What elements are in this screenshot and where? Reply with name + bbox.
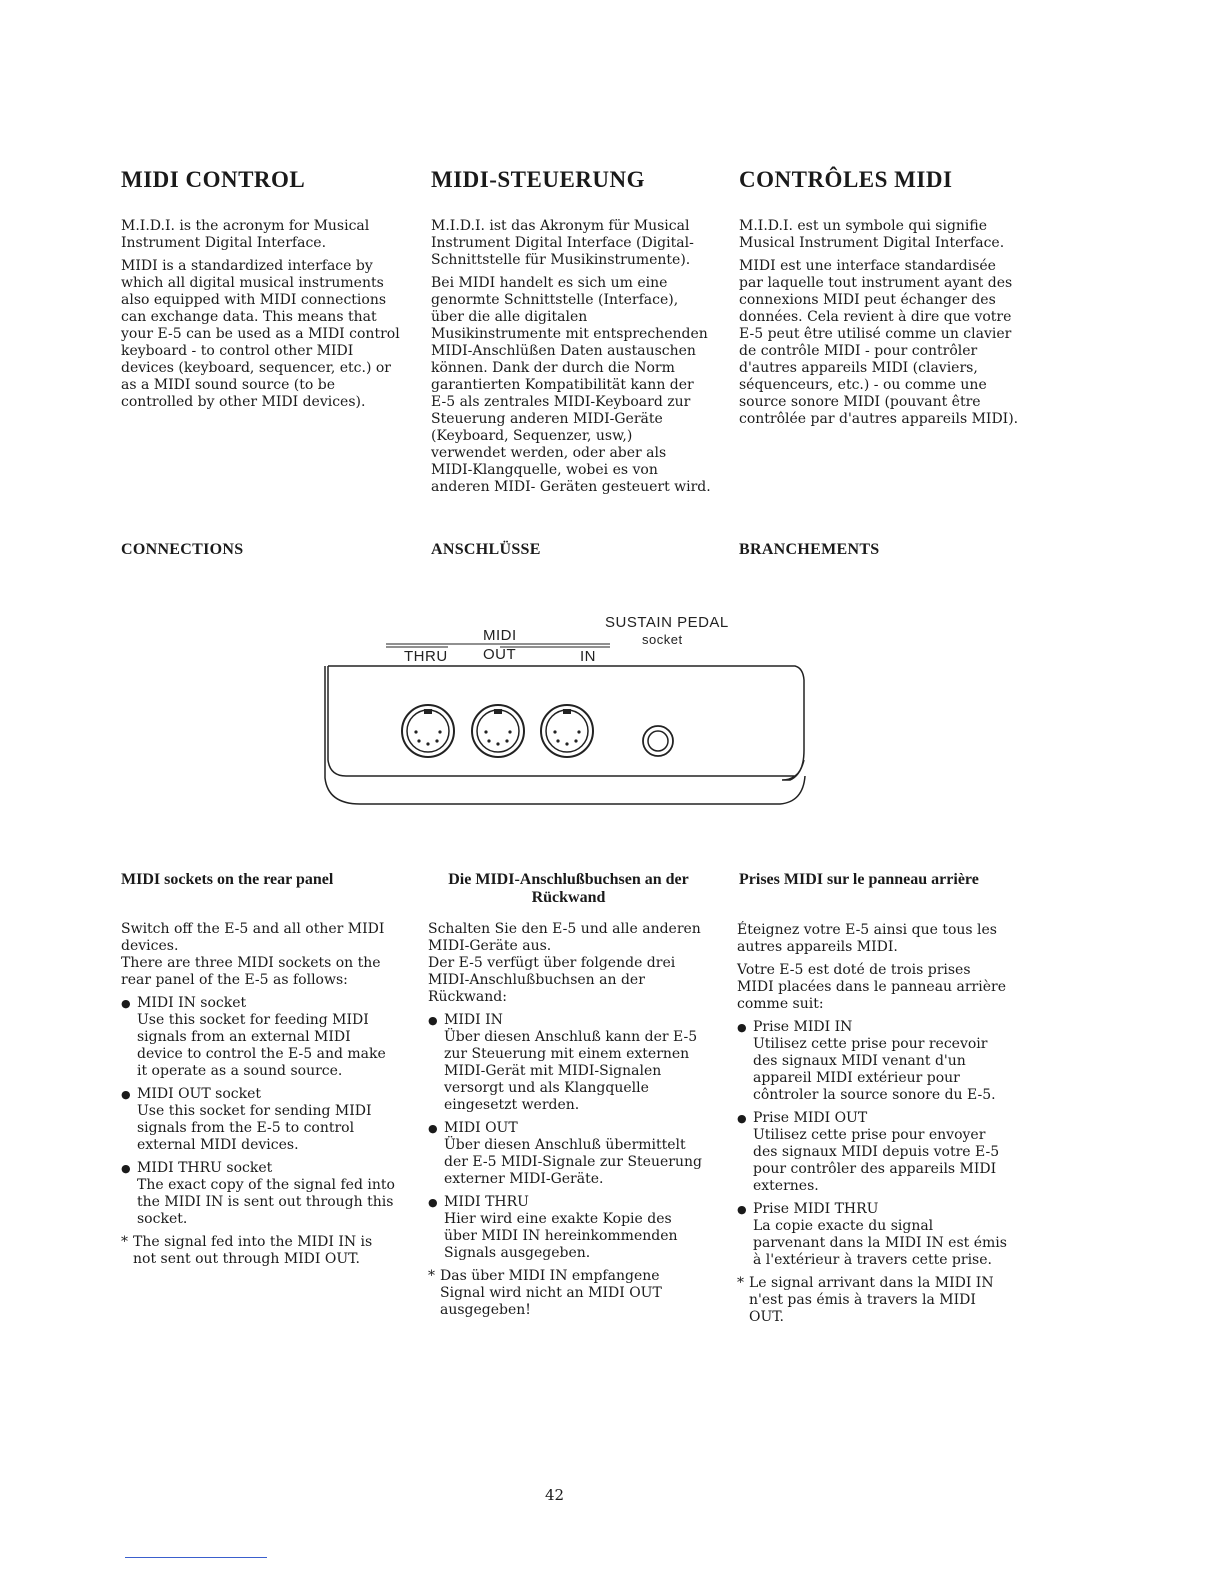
intro-paragraph: M.I.D.I. est un symbole qui signifie Musical Instrument Digital Interface.	[739, 218, 1005, 251]
midi-in-socket	[541, 705, 593, 757]
item-title: ● MIDI IN socket	[137, 995, 247, 1011]
caption-fr: Prises MIDI sur le panneau arrière	[739, 871, 979, 888]
item-desc: Utilisez cette prise pour recevoir des signaux MIDI venant d'un appareil MIDI extérieur pour côntroler la source sonore du E-5.	[753, 1036, 996, 1103]
intro-de	[431, 218, 711, 502]
item-title: ● MIDI THRU	[444, 1194, 529, 1210]
footnote-text: The signal fed into the MIDI IN is not sent out through MIDI OUT.	[133, 1234, 373, 1267]
caption-de: Die MIDI-Anschlußbuchsen an der Rückwand	[448, 871, 689, 906]
rear-panel-diagram	[320, 610, 820, 810]
footer-rule	[125, 1557, 267, 1558]
instructions-fr	[737, 922, 1009, 1332]
item-title: ● MIDI OUT socket	[137, 1086, 261, 1102]
subheading-connections-en: CONNECTIONS	[121, 541, 244, 558]
subheading-connections-de: ANSCHLÜSSE	[431, 541, 541, 558]
instructions-en	[121, 921, 396, 1274]
item-title: ● Prise MIDI THRU	[753, 1201, 879, 1217]
instructions-de	[428, 921, 703, 1325]
step-paragraph: Switch off the E-5 and all other MIDI devices.	[121, 921, 385, 954]
item-desc: Hier wird eine exakte Kopie des über MIDI IN hereinkommenden Signals ausgegeben.	[444, 1211, 678, 1261]
diagram-sustain-label: SUSTAIN PEDAL	[605, 614, 729, 631]
item-desc: Use this socket for sending MIDI signals from the E-5 to control external MIDI devices.	[137, 1103, 372, 1153]
intro-paragraph: M.I.D.I. ist das Akronym für Musical Instrument Digital Interface (Digital-Schnittstelle für Musikinstrumente).	[431, 218, 694, 268]
step-paragraph: Votre E-5 est doté de trois prises MIDI placées dans le panneau arrière comme suit:	[737, 962, 1006, 1012]
intro-fr	[739, 218, 1019, 434]
list-item	[121, 1086, 396, 1154]
midi-out-socket	[472, 705, 524, 757]
list-item	[121, 1160, 396, 1228]
intro-paragraph: MIDI is a standardized interface by which all digital musical instruments also equipped with MIDI connections can exchange data. This means that your E-5 can be used as a MIDI control keyboard - to control other MIDI devices (keyboard, sequencer, etc.) or as a MIDI sound source (to be controlled by other MIDI devices).	[121, 258, 400, 410]
footnote	[428, 1268, 703, 1319]
item-title: ● Prise MIDI OUT	[753, 1110, 868, 1126]
heading-midi-control-fr: CONTRÔLES MIDI	[739, 167, 953, 192]
footnote-marker: *	[737, 1275, 744, 1291]
diagram-midi-label: MIDI	[483, 627, 517, 644]
intro-paragraph: M.I.D.I. is the acronym for Musical Instrument Digital Interface.	[121, 218, 370, 251]
item-title: ● MIDI THRU socket	[137, 1160, 273, 1176]
list-item	[121, 995, 396, 1080]
caption-en: MIDI sockets on the rear panel	[121, 871, 334, 888]
socket-list	[737, 1019, 1009, 1269]
heading-midi-control-de: MIDI-STEUERUNG	[431, 167, 646, 192]
footnote	[121, 1234, 396, 1268]
footnote-text: Le signal arrivant dans la MIDI IN n'est pas émis à travers la MIDI OUT.	[749, 1275, 994, 1325]
intro-en	[121, 218, 401, 417]
diagram-socket-label: socket	[642, 632, 683, 647]
list-item	[428, 1120, 703, 1188]
footnote	[737, 1275, 1009, 1326]
diagram-in-label: IN	[580, 648, 596, 665]
heading-midi-control-en: MIDI CONTROL	[121, 167, 306, 192]
socket-list	[428, 1012, 703, 1262]
list-item	[737, 1019, 1009, 1104]
item-desc: La copie exacte du signal parvenant dans la MIDI IN est émis à l'extérieur à travers cette prise.	[753, 1218, 1007, 1268]
sustain-pedal-socket	[643, 726, 673, 756]
page-number: 42	[545, 1486, 565, 1504]
footnote-marker: *	[428, 1268, 435, 1284]
list-item	[428, 1194, 703, 1262]
footnote-marker: *	[121, 1234, 128, 1250]
step-paragraph: Schalten Sie den E-5 und alle anderen MIDI-Geräte aus.	[428, 921, 701, 954]
diagram-out-label: OUT	[483, 646, 517, 663]
intro-paragraph: Bei MIDI handelt es sich um eine genormte Schnittstelle (Interface), über die alle digitalen Musikinstrumente mit entsprechenden MIDI-Anschlüßen Daten austauschen können. Dank der durch die Norm garantierten Kompatibilität kann der E-5 als zentrales MIDI-Keyboard zur Steuerung anderen MIDI-Geräte (Keyboard, Sequenzer, usw,) verwendet werden, oder aber als MIDI-Klangquelle, wobei es von anderen MIDI- Geräten gesteuert wird.	[431, 275, 711, 495]
list-item	[737, 1201, 1009, 1269]
item-title: ● MIDI IN	[444, 1012, 503, 1028]
diagram-thru-label: THRU	[404, 648, 448, 665]
step-paragraph: There are three MIDI sockets on the rear panel of the E-5 as follows:	[121, 955, 381, 988]
intro-paragraph: MIDI est une interface standardisée par laquelle tout instrument ayant des connexions MIDI peut échanger des données. Cela revient à dire que votre E-5 peut être utilisé comme un clavier de contrôle MIDI - pour contrôler d'autres appareils MIDI (claviers, séquenceurs, etc.) - ou comme une source sonore MIDI (pouvant être contrôlée par d'autres appareils MIDI).	[739, 258, 1019, 427]
subheading-connections-fr: BRANCHEMENTS	[739, 541, 880, 558]
item-desc: Utilisez cette prise pour envoyer des signaux MIDI depuis votre E-5 pour contrôler des appareils MIDI externes.	[753, 1127, 1000, 1194]
step-paragraph: Éteignez votre E-5 ainsi que tous les autres appareils MIDI.	[737, 922, 997, 955]
item-desc: Über diesen Anschluß übermittelt der E-5 MIDI-Signale zur Steuerung externer MIDI-Geräte.	[444, 1137, 702, 1187]
list-item	[737, 1110, 1009, 1195]
item-title: ● Prise MIDI IN	[753, 1019, 853, 1035]
item-desc: Use this socket for feeding MIDI signals from an external MIDI device to control the E-5 and make it operate as a sound source.	[137, 1012, 386, 1079]
item-title: ● MIDI OUT	[444, 1120, 518, 1136]
list-item	[428, 1012, 703, 1114]
item-desc: The exact copy of the signal fed into the MIDI IN is sent out through this socket.	[137, 1177, 395, 1227]
item-desc: Über diesen Anschluß kann der E-5 zur Steuerung mit einem externen MIDI-Gerät mit MIDI-Signalen versorgt und als Klangquelle eingesetzt werden.	[444, 1029, 698, 1113]
midi-thru-socket	[402, 705, 454, 757]
socket-list	[121, 995, 396, 1228]
footnote-text: Das über MIDI IN empfangene Signal wird nicht an MIDI OUT ausgegeben!	[440, 1268, 662, 1318]
step-paragraph: Der E-5 verfügt über folgende drei MIDI-Anschlußbuchsen an der Rückwand:	[428, 955, 676, 1005]
